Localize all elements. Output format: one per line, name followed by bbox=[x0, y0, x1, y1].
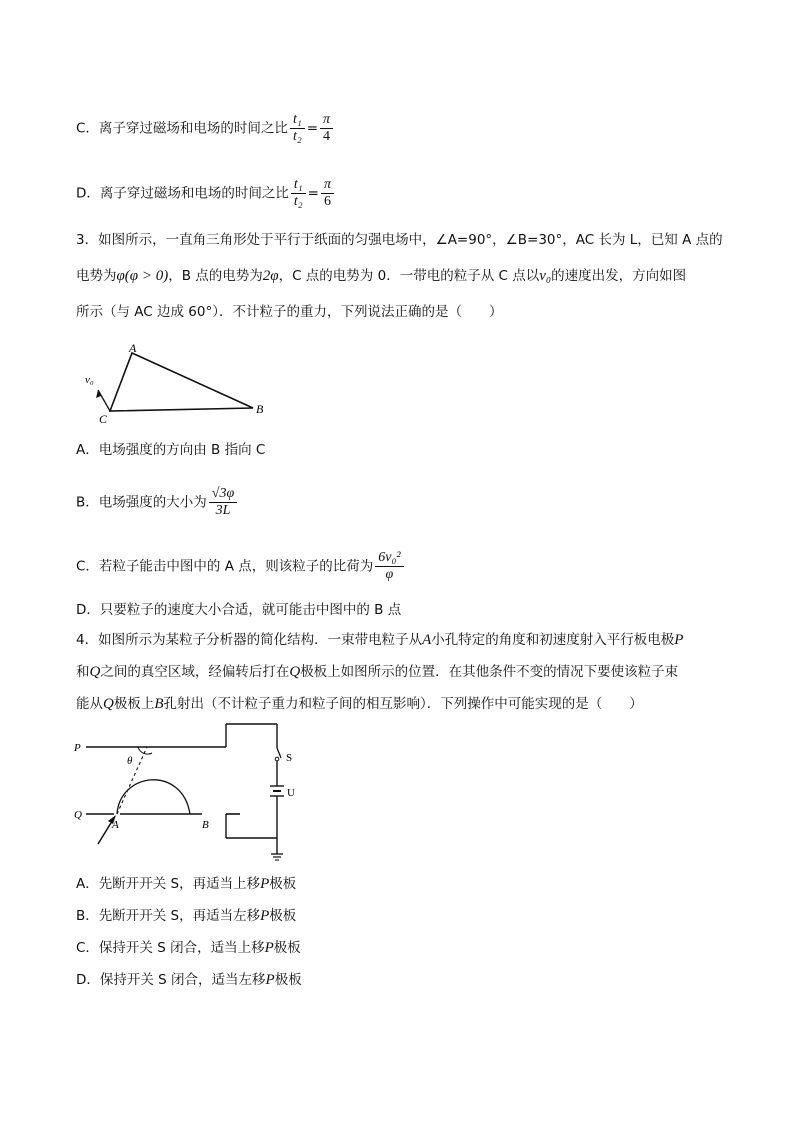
q4-analyzer-figure bbox=[72, 720, 302, 868]
q4-p: P bbox=[674, 632, 684, 648]
q2-option-c-rhs-fraction: $\frac{\pi}{4}$ bbox=[320, 112, 333, 145]
theta-arc bbox=[138, 747, 152, 754]
q3-text: 电势为 bbox=[76, 268, 117, 284]
q4-q: Q bbox=[89, 664, 101, 680]
q4-option-a bbox=[76, 874, 296, 894]
q4-option-text: 极板 bbox=[269, 908, 297, 924]
switch-s bbox=[277, 748, 281, 758]
q3-triangle-figure bbox=[80, 338, 280, 430]
q4-option-text: C．保持开关 S 闭合，适当上移 bbox=[76, 940, 265, 956]
q4-option-d bbox=[76, 970, 302, 990]
q4-p: P bbox=[260, 908, 270, 924]
label-b: B bbox=[256, 402, 264, 416]
q3-option-c bbox=[76, 550, 406, 583]
label-c: C bbox=[99, 412, 108, 426]
q4-p: P bbox=[265, 972, 275, 988]
q3-option-a: A．电场强度的方向由 B 指向 C bbox=[76, 442, 266, 458]
q4-option-c bbox=[76, 938, 301, 958]
q3-option-b-text: B．电场强度的大小为 bbox=[76, 494, 207, 511]
q4-option-text: B．先断开开关 S，再适当左移 bbox=[76, 908, 261, 924]
q4-text: 之间的真空区域，经偏转后打在 bbox=[100, 664, 290, 680]
label-v0: v₀ bbox=[85, 374, 94, 386]
q3-option-c-text: C．若粒子能击中图中的 A 点，则该粒子的比荷为 bbox=[76, 558, 374, 575]
label-b: B bbox=[202, 819, 209, 831]
q4-b: B bbox=[154, 696, 164, 712]
switch-contact bbox=[275, 757, 279, 761]
q4-a: A bbox=[422, 632, 432, 648]
q4-text: 极板上 bbox=[113, 696, 155, 712]
q3-option-b-fraction: $\frac{√3\varphi}{3L}$ bbox=[209, 486, 237, 519]
v0-arrow bbox=[98, 390, 110, 411]
q4-option-text: 极板 bbox=[274, 972, 302, 988]
q4-stem-line-3 bbox=[76, 694, 643, 714]
q4-text: 极板上如图所示的位置．在其他条件不变的情况下要使该粒子束 bbox=[300, 664, 679, 680]
q4-option-text: 极板 bbox=[273, 940, 301, 956]
q3-option-b bbox=[76, 486, 239, 519]
q3-option-c-fraction: $\frac{\text{6v₀²}}{\varphi}$ bbox=[375, 550, 403, 583]
q4-text: 孔射出（不计粒子重力和粒子间的相互影响）．下列操作中可能实现的是（ ） bbox=[163, 696, 643, 712]
q3-text: 的速度出发，方向如图 bbox=[551, 268, 687, 284]
equals-sign: = bbox=[306, 120, 319, 137]
q3-2phi: 2φ bbox=[262, 268, 279, 284]
q3-phi: φ(φ > 0) bbox=[116, 268, 169, 284]
triangle-abc bbox=[110, 353, 253, 411]
q4-text: 和 bbox=[76, 664, 90, 680]
label-p: P bbox=[74, 742, 81, 754]
q4-q: Q bbox=[289, 664, 301, 680]
label-theta: θ bbox=[127, 755, 133, 767]
q2-option-d-lhs-fraction: $\frac{\text{t₁}}{\text{t₂}}$ bbox=[291, 177, 306, 210]
q3-stem-line-2 bbox=[76, 266, 686, 286]
label-a: A bbox=[112, 819, 119, 831]
label-q: Q bbox=[74, 809, 82, 821]
q3-option-d: D．只要粒子的速度大小合适，就可能击中图中的 B 点 bbox=[76, 602, 402, 618]
particle-trajectory bbox=[117, 780, 190, 814]
q3-stem-line-3: 所示（与 AC 边成 60°）．不计粒子的重力，下列说法正确的是（ ） bbox=[76, 304, 503, 320]
q2-option-d-rhs-fraction: $\frac{\pi}{6}$ bbox=[321, 177, 334, 210]
q4-text: 能从 bbox=[76, 696, 103, 712]
q2-option-d-text: D．离子穿过磁场和电场的时间之比 bbox=[76, 185, 289, 202]
q4-stem-line-1 bbox=[76, 630, 683, 650]
label-a: A bbox=[129, 341, 137, 355]
q4-p: P bbox=[264, 940, 274, 956]
q4-q: Q bbox=[103, 696, 114, 712]
q2-option-d bbox=[76, 177, 336, 210]
label-u: U bbox=[287, 787, 295, 799]
q4-option-text: D．保持开关 S 闭合，适当左移 bbox=[76, 972, 266, 988]
label-s: S bbox=[286, 752, 293, 764]
q4-text: 小孔特定的角度和初速度射入平行板电极 bbox=[431, 632, 675, 648]
equals-sign: = bbox=[307, 185, 319, 202]
q4-text: 4．如图所示为某粒子分析器的简化结构．一束带电粒子从 bbox=[76, 632, 423, 648]
q3-text: ，C 点的电势为 0．一带电的粒子从 C 点以 bbox=[278, 268, 540, 284]
q3-text: ，B 点的电势为 bbox=[168, 268, 263, 284]
q4-p: P bbox=[260, 876, 270, 892]
q4-option-text: A．先断开开关 S，再适当上移 bbox=[76, 876, 261, 892]
q2-option-c bbox=[76, 112, 335, 145]
q2-option-c-lhs-fraction: $\frac{\text{t₁}}{\text{t₂}}$ bbox=[290, 112, 305, 145]
q4-option-text: 极板 bbox=[269, 876, 297, 892]
q2-option-c-text: C．离子穿过磁场和电场的时间之比 bbox=[76, 120, 288, 137]
q4-stem-line-2 bbox=[76, 662, 678, 682]
q3-stem-line-1: 3．如图所示，一直角三角形处于平行于纸面的匀强电场中，∠A=90°，∠B=30°，AC 长为 L，已知 A 点的 bbox=[76, 232, 723, 248]
q3-v0: v₀ bbox=[539, 268, 552, 284]
q4-option-b bbox=[76, 906, 296, 926]
